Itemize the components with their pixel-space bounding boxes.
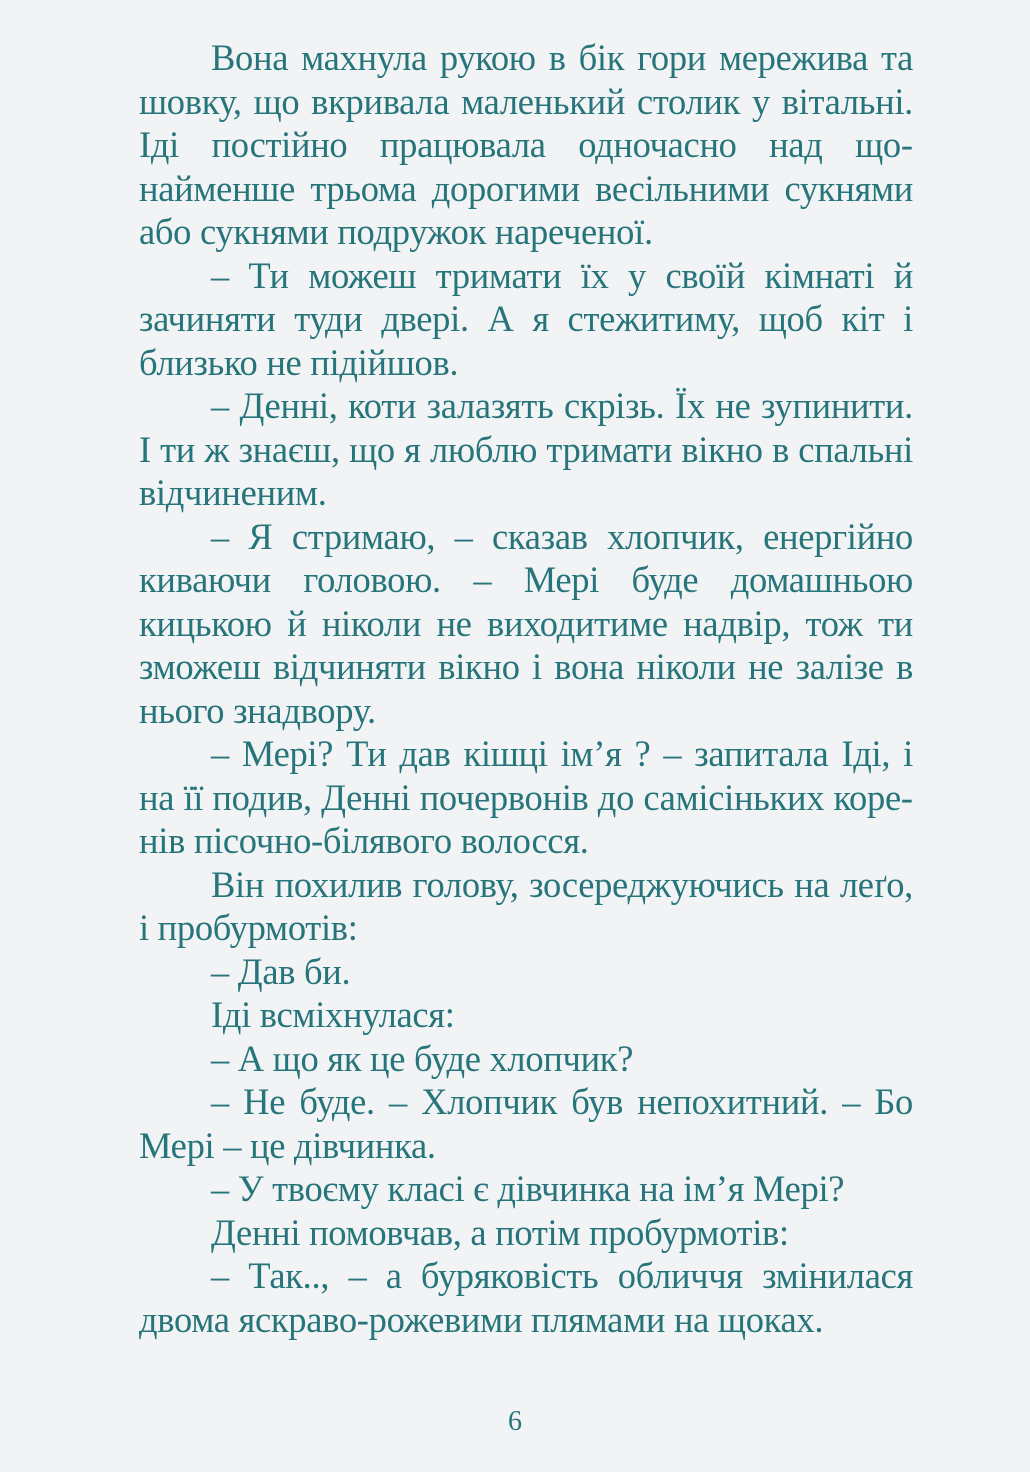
paragraph: Денні помовчав, а потім пробурмотів: bbox=[211, 1211, 789, 1253]
paragraph: Іді всміхнулася: bbox=[211, 994, 455, 1035]
paragraph: Він похилив голову, зосереджуючись на леґо, і пробурмотів: bbox=[139, 863, 913, 948]
paragraph: Вона махнула рукою в бік гори мережива та шовку, що вкривала маленький столик у вітальні. Іді постійно працювала одночасно над щонайменше трьома дорогими весільними сукнями або сукнями подружок нареченої. bbox=[139, 37, 913, 252]
paragraph: – Так.., – а буряковість обличчя змінилася двома яскраво-рожевими плямами на щоках. bbox=[139, 1255, 913, 1340]
paragraph: – У твоєму класі є дівчинка на ім’я Мері? bbox=[211, 1168, 845, 1209]
body-text bbox=[139, 36, 913, 1341]
paragraph: – А що як це буде хлопчик? bbox=[211, 1037, 634, 1079]
paragraph: – Я стримаю, – сказав хлопчик, енергійно киваючи головою. – Мері буде домашньою кицькою й ніколи не виходитиме надвір, тож ти зможеш відчиняти вікно і вона ніколи не залізе в нього знадвору. bbox=[139, 515, 913, 731]
paragraph: – Ти можеш тримати їх у своїй кімнаті й зачиняти туди двері. А я стежитиму, щоб кіт і близько не підійшов. bbox=[139, 254, 913, 383]
paragraph: – Мері? Ти дав кішці ім’я ? – запитала Іді, і на її подив, Денні почервонів до самісіньких коренів пісочно-білявого волосся. bbox=[139, 733, 913, 861]
page-number: 6 bbox=[508, 1406, 522, 1437]
paragraph: – Денні, коти залазять скрізь. Їх не зупинити. І ти ж знаєш, що я люблю тримати вікно в спальні відчиненим. bbox=[139, 385, 913, 513]
paragraph: – Не буде. – Хлопчик був непохитний. – Бо Мері – це дівчинка. bbox=[139, 1081, 913, 1166]
paragraph: – Дав би. bbox=[211, 950, 351, 992]
